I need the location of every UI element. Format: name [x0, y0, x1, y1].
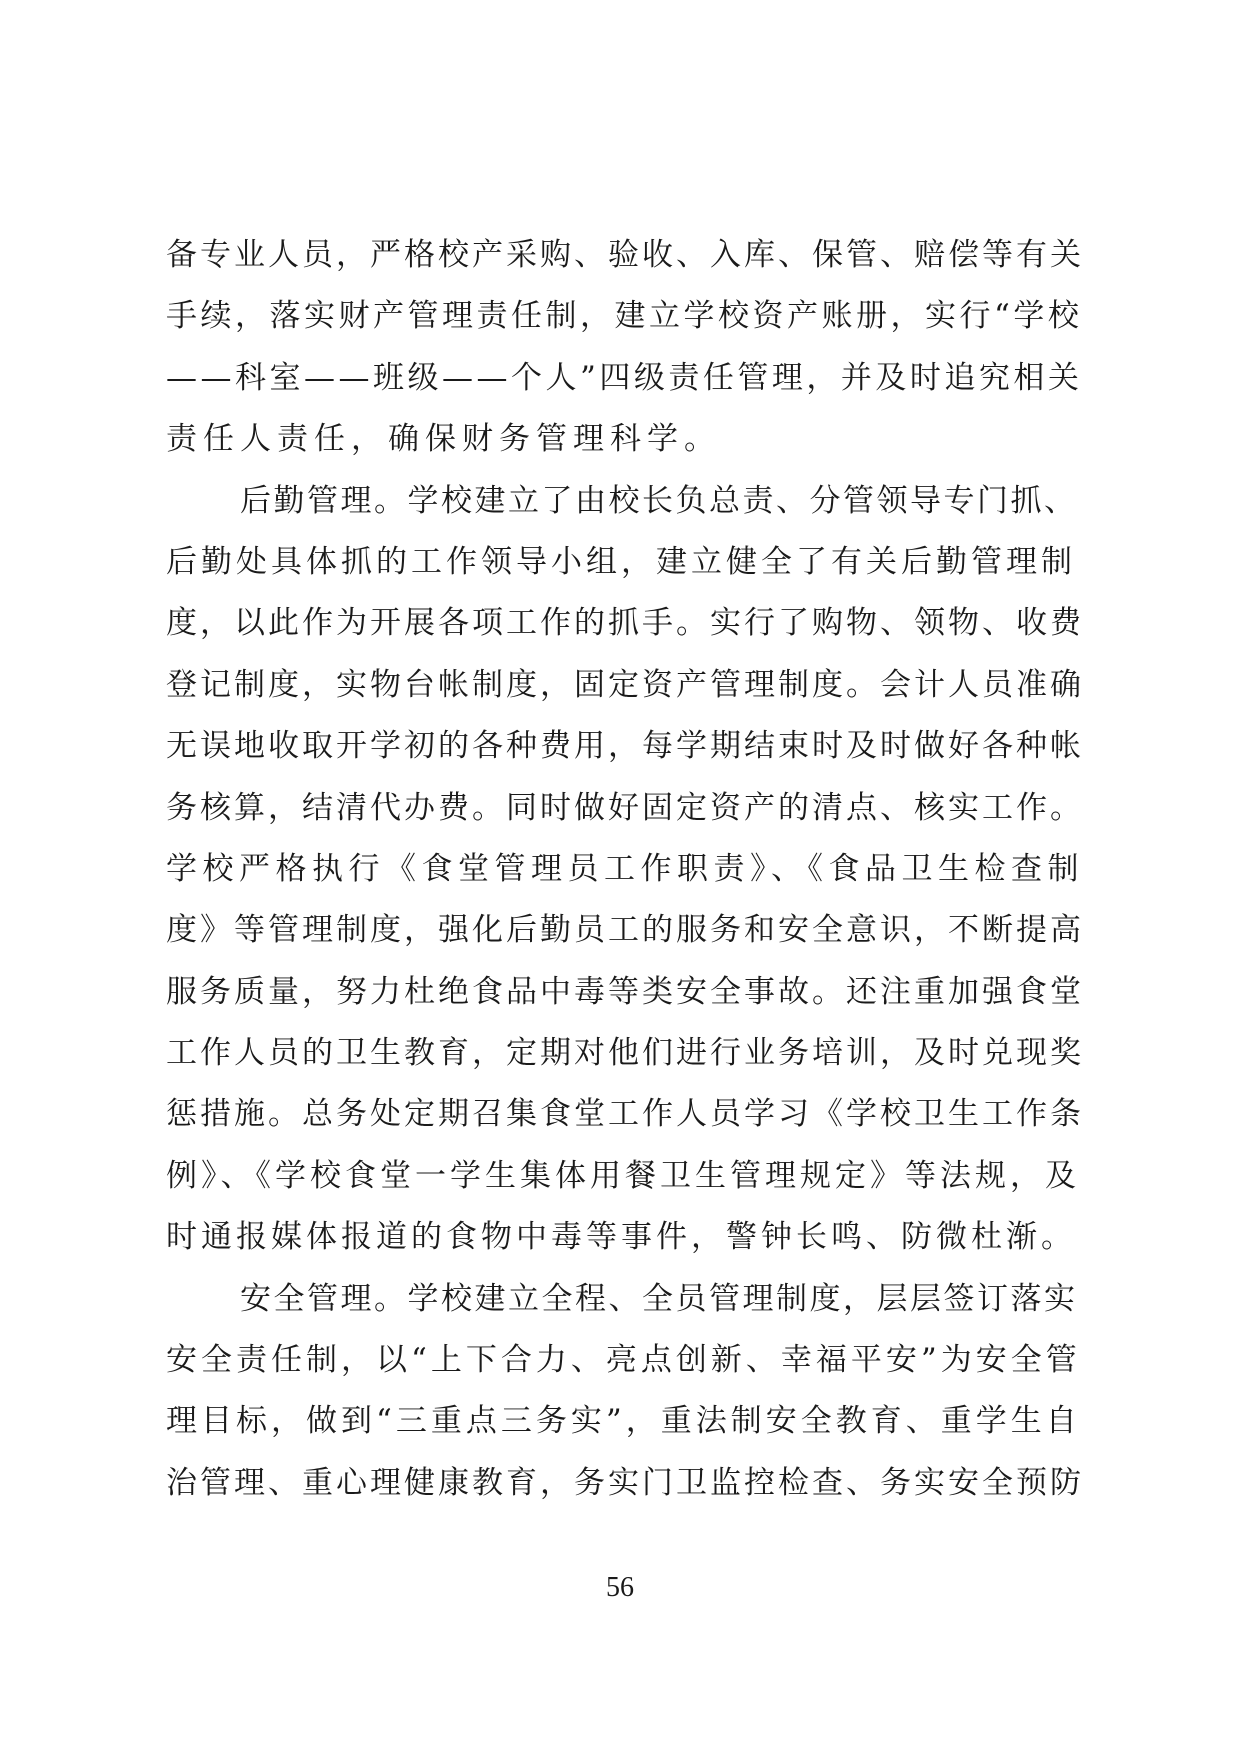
text-line: 时通报媒体报道的食物中毒等事件，警钟长鸣、防微杜渐。 [166, 1219, 1076, 1256]
text-line: 例》、《学校食堂一学生集体用餐卫生管理规定》等法规，及 [166, 1157, 1080, 1194]
text-line: 学校严格执行《食堂管理员工作职责》、《食品卫生检查制 [166, 850, 1084, 887]
paragraph-start-line: 后勤管理。学校建立了由校长负总责、分管领导专门抓、 [240, 482, 1078, 519]
text-line: 后勤处具体抓的工作领导小组，建立健全了有关后勤管理制 [166, 543, 1076, 580]
text-line: 登记制度，实物台帐制度，固定资产管理制度。会计人员准确 [166, 666, 1084, 703]
text-line: 备专业人员，严格校产采购、验收、入库、保管、赔偿等有关 [166, 237, 1084, 273]
text-line: 无误地收取开学初的各种费用，每学期结束时及时做好各种帐 [166, 728, 1084, 765]
text-line: ——科室——班级——个人”四级责任管理，并及时追究相关 [166, 359, 1083, 396]
text-line: 治管理、重心理健康教育，务实门卫监控检查、务实安全预防 [166, 1464, 1084, 1501]
text-line: 度，以此作为开展各项工作的抓手。实行了购物、领物、收费 [166, 605, 1084, 642]
text-line: 惩措施。总务处定期召集食堂工作人员学习《学校卫生工作条 [166, 1096, 1084, 1133]
text-line: 安全责任制，以“上下合力、亮点创新、幸福平安”为安全管 [166, 1342, 1081, 1379]
text-line: 理目标，做到“三重点三务实”，重法制安全教育、重学生自 [166, 1403, 1081, 1440]
page-number: 56 [606, 1572, 634, 1603]
text-line: 度》等管理制度，强化后勤员工的服务和安全意识，不断提高 [166, 912, 1084, 949]
text-line: 手续，落实财产管理责任制，建立学校资产账册，实行“学校 [166, 298, 1083, 335]
text-line: 责任人责任，确保财务管理科学。 [166, 421, 721, 458]
text-line: 务核算，结清代办费。同时做好固定资产的清点、核实工作。 [166, 789, 1084, 826]
text-line: 服务质量，努力杜绝食品中毒等类安全事故。还注重加强食堂 [166, 973, 1084, 1010]
body-text [166, 225, 1086, 1514]
paragraph-start-line: 安全管理。学校建立全程、全员管理制度，层层签订落实 [240, 1280, 1078, 1317]
text-line: 工作人员的卫生教育，定期对他们进行业务培训，及时兑现奖 [166, 1035, 1084, 1072]
